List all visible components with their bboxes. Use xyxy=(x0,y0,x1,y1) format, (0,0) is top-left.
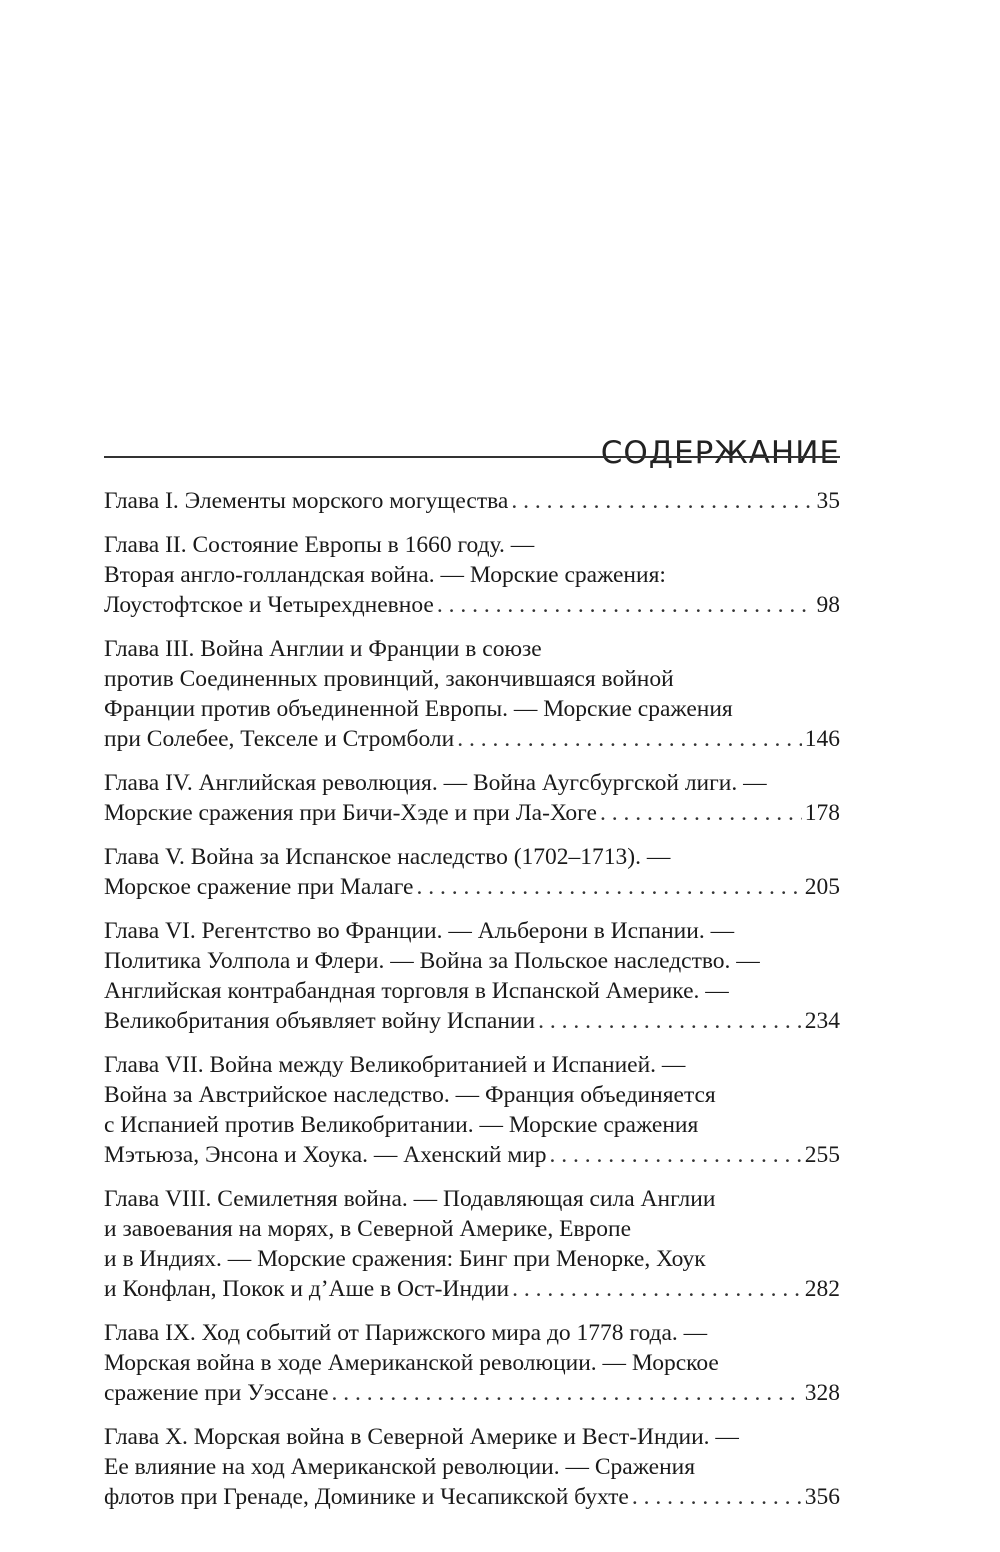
toc-entry-line: Глава V. Война за Испанское наследство (1702–1713). — xyxy=(104,844,671,870)
toc-entry xyxy=(104,842,840,902)
toc-entry xyxy=(104,530,840,620)
toc-entry-line: Ее влияние на ход Американской революции. — Сражения xyxy=(104,1454,696,1480)
dot-leader xyxy=(332,1378,802,1408)
toc-entry-last-line xyxy=(104,872,840,902)
dot-leader xyxy=(457,724,802,754)
dot-leader xyxy=(512,1274,802,1304)
toc-entry xyxy=(104,486,840,516)
toc-entry-title: Лоустофтское и Четырехдневное xyxy=(104,592,434,618)
toc-entry-line: против Соединенных провинций, закончившаяся войной xyxy=(104,666,674,692)
toc-entry-title: и Конфлан, Покок и д’Аше в Ост-Индии xyxy=(104,1276,510,1302)
toc-entry xyxy=(104,1184,840,1304)
dot-leader xyxy=(550,1140,802,1170)
dot-leader xyxy=(600,798,802,828)
toc-page-number: 356 xyxy=(804,1484,840,1510)
toc-entry xyxy=(104,1422,840,1512)
toc-entry-line: Франции против объединенной Европы. — Морские сражения xyxy=(104,696,733,722)
toc-page-number: 328 xyxy=(804,1380,840,1406)
toc-entry xyxy=(104,768,840,828)
toc-entry-line: Политика Уолпола и Флери. — Война за Польское наследство. — xyxy=(104,948,760,974)
dot-leader xyxy=(538,1006,802,1036)
toc-entry-line: Глава II. Состояние Европы в 1660 году. — xyxy=(104,532,535,558)
toc-entry-line: и в Индиях. — Морские сражения: Бинг при Менорке, Хоук xyxy=(104,1246,706,1272)
toc-page-number: 98 xyxy=(816,592,840,618)
toc-entry-title: флотов при Гренаде, Доминике и Чесапикской бухте xyxy=(104,1484,629,1510)
toc-entry-last-line xyxy=(104,486,840,516)
toc-entry-title: Морское сражение при Малаге xyxy=(104,874,414,900)
dot-leader xyxy=(416,872,801,902)
toc-page-number: 282 xyxy=(804,1276,840,1302)
toc-entry-line: Глава X. Морская война в Северной Америке и Вест-Индии. — xyxy=(104,1424,739,1450)
toc-entry-title: сражение при Уэссане xyxy=(104,1380,329,1406)
toc-entry-title: Великобритания объявляет войну Испании xyxy=(104,1008,536,1034)
toc-entry-line: Вторая англо-голландская война. — Морские сражения: xyxy=(104,562,666,588)
toc-page-number: 178 xyxy=(804,800,840,826)
toc-entry-last-line xyxy=(104,1482,840,1512)
toc-entry xyxy=(104,1050,840,1170)
dot-leader xyxy=(632,1482,802,1512)
toc-page-number: 205 xyxy=(804,874,840,900)
toc-entry xyxy=(104,634,840,754)
toc-list xyxy=(104,486,840,1526)
toc-entry-line: Война за Австрийское наследство. — Франция объединяется xyxy=(104,1082,716,1108)
toc-entry-line: Глава III. Война Англии и Франции в союзе xyxy=(104,636,542,662)
toc-entry-title: Мэтьюза, Энсона и Хоука. — Ахенский мир xyxy=(104,1142,547,1168)
toc-entry-title: при Солебее, Текселе и Стромболи xyxy=(104,726,455,752)
toc-entry-last-line xyxy=(104,1378,840,1408)
heading-rule xyxy=(104,456,840,458)
toc-page-number: 35 xyxy=(816,488,840,514)
toc-entry-last-line xyxy=(104,1006,840,1036)
toc-entry xyxy=(104,916,840,1036)
toc-entry-line: Глава VII. Война между Великобританией и Испанией. — xyxy=(104,1052,686,1078)
toc-entry xyxy=(104,1318,840,1408)
dot-leader xyxy=(437,590,814,620)
toc-entry-title: Морские сражения при Бичи-Хэде и при Ла-Хоге xyxy=(104,800,597,826)
toc-entry-line: Глава IV. Английская революция. — Война Аугсбургской лиги. — xyxy=(104,770,767,796)
toc-page-number: 234 xyxy=(804,1008,840,1034)
toc-entry-last-line xyxy=(104,724,840,754)
toc-entry-line: Английская контрабандная торговля в Испанской Америке. — xyxy=(104,978,729,1004)
toc-entry-line: Глава VI. Регентство во Франции. — Альберони в Испании. — xyxy=(104,918,735,944)
toc-page-number: 146 xyxy=(804,726,840,752)
toc-entry-last-line xyxy=(104,1274,840,1304)
toc-heading: СОДЕРЖАНИЕ xyxy=(600,434,840,471)
toc-entry-last-line xyxy=(104,798,840,828)
toc-entry-line: Морская война в ходе Американской революции. — Морское xyxy=(104,1350,719,1376)
toc-entry-line: и завоевания на морях, в Северной Америке, Европе xyxy=(104,1216,632,1242)
toc-entry-last-line xyxy=(104,590,840,620)
toc-page-number: 255 xyxy=(804,1142,840,1168)
toc-entry-title: Глава I. Элементы морского могущества xyxy=(104,488,509,514)
toc-entry-line: Глава VIII. Семилетняя война. — Подавляющая сила Англии xyxy=(104,1186,716,1212)
toc-entry-line: Глава IX. Ход событий от Парижского мира до 1778 года. — xyxy=(104,1320,708,1346)
toc-entry-line: с Испанией против Великобритании. — Морские сражения xyxy=(104,1112,699,1138)
toc-entry-last-line xyxy=(104,1140,840,1170)
dot-leader xyxy=(511,486,813,516)
